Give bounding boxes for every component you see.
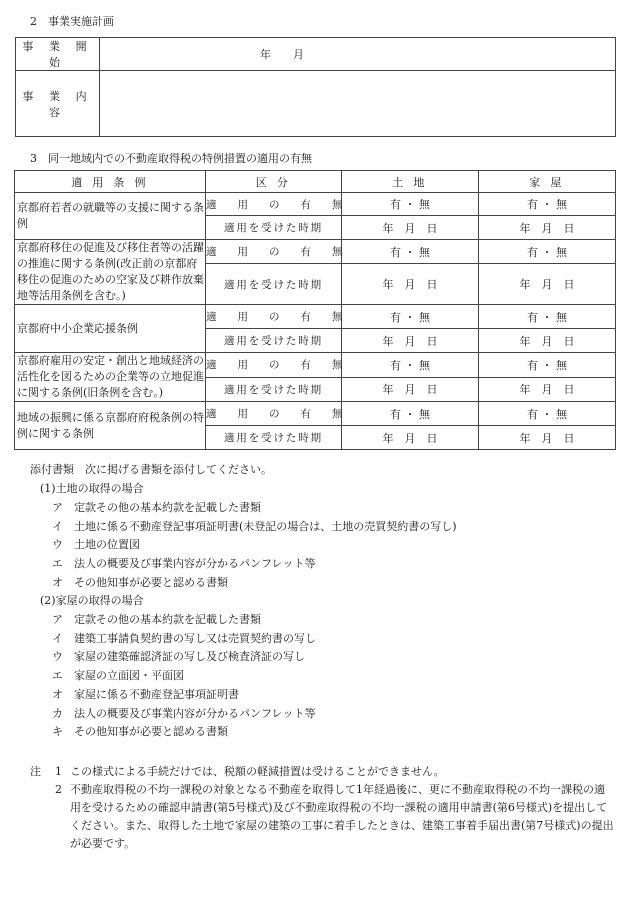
land-yes-no[interactable]: 有 ・ 無 xyxy=(342,353,479,378)
list-item: イ 建築工事請負契約書の写し又は売買契約書の写し xyxy=(52,631,316,645)
building-yes-no[interactable]: 有 ・ 無 xyxy=(479,193,616,216)
building-date[interactable]: 年 月 日 xyxy=(479,264,616,305)
section2-title: 2 事業実施計画 xyxy=(30,15,114,28)
header-land: 土 地 xyxy=(342,171,479,193)
note-text: 不動産取得税の不均一課税の対象となる不動産を取得して1年経過後に、更に不動産取得税の不均一課税の適用を受けるための確認申請書(第5号様式)及び不動産取得税の不均一課税の適用申請書(第6号様式)を提出してください。また、取得した土地で家屋の建築の工事に着手したときは、建築工事着手届出書(第7号様式)の提出が必要です。 xyxy=(70,783,614,850)
special-measures-table xyxy=(14,170,616,450)
list-item: ウ 家屋の建築確認済証の写し及び検査済証の写し xyxy=(52,650,305,664)
list-item: オ 家屋に係る不動産登記事項証明書 xyxy=(52,687,239,701)
list-item: オ その他知事が必要と認める書類 xyxy=(52,575,228,589)
building-yes-no[interactable]: 有 ・ 無 xyxy=(479,240,616,264)
business-content-value[interactable] xyxy=(100,71,616,137)
condition-sme-support: 京都府中小企業応援条例 xyxy=(15,305,206,353)
land-yes-no[interactable]: 有 ・ 無 xyxy=(342,402,479,426)
condition-migration: 京都府移住の促進及び移住者等の活躍の推進に関する条例(改正前の京都府移住の促進のための空家及び耕作放棄地等活用条例を含む。) xyxy=(15,240,206,305)
attachments-intro: 添付書類 次に掲げる書類を添付してください。 xyxy=(30,463,272,476)
business-start-label: 事 業 開 始 xyxy=(16,38,100,71)
building-date[interactable]: 年 月 日 xyxy=(479,426,616,450)
kubun-applicable: 適 用 の 有 無 xyxy=(206,353,342,378)
list-item: エ 法人の概要及び事業内容が分かるパンフレット等 xyxy=(52,557,316,571)
header-condition: 適 用 条 例 xyxy=(15,171,206,193)
building-date[interactable]: 年 月 日 xyxy=(479,329,616,353)
kubun-applicable: 適 用 の 有 無 xyxy=(206,240,342,264)
note-text: この様式による手続だけでは、税額の軽減措置は受けることができません。 xyxy=(70,765,445,778)
building-yes-no[interactable]: 有 ・ 無 xyxy=(479,402,616,426)
note-number: 1 xyxy=(55,765,62,778)
land-yes-no[interactable]: 有 ・ 無 xyxy=(342,193,479,216)
building-yes-no[interactable]: 有 ・ 無 xyxy=(479,353,616,378)
land-date[interactable]: 年 月 日 xyxy=(342,377,479,402)
kubun-date: 適用を受けた時期 xyxy=(206,216,342,240)
list-item: ア 定款その他の基本約款を記載した書類 xyxy=(52,501,261,514)
header-building: 家 屋 xyxy=(479,171,616,193)
condition-employment-location: 京都府雇用の安定・創出と地域経済の活性化を図るための企業等の立地促進に関する条例(旧条例を含む。) xyxy=(15,353,206,402)
condition-youth-employment: 京都府若者の就職等の支援に関する条例 xyxy=(15,193,206,240)
section3-title: 3 同一地域内での不動産取得税の特例措置の適用の有無 xyxy=(30,152,312,165)
list-item: エ 家屋の立面図・平面図 xyxy=(52,669,184,683)
business-plan-table xyxy=(15,37,616,137)
list-item: キ その他知事が必要と認める書類 xyxy=(52,725,228,739)
land-title: (1)土地の取得の場合 xyxy=(40,482,144,495)
land-date[interactable]: 年 月 日 xyxy=(342,426,479,450)
land-yes-no[interactable]: 有 ・ 無 xyxy=(342,240,479,264)
kubun-applicable: 適 用 の 有 無 xyxy=(206,193,342,216)
kubun-date: 適用を受けた時期 xyxy=(206,377,342,402)
header-kubun: 区 分 xyxy=(206,171,342,193)
condition-regional-promotion: 地域の振興に係る京都府府税条例の特例に関する条例 xyxy=(15,402,206,450)
kubun-applicable: 適 用 の 有 無 xyxy=(206,402,342,426)
land-date[interactable]: 年 月 日 xyxy=(342,329,479,353)
business-start-value[interactable]: 年 月 xyxy=(100,38,616,71)
kubun-date: 適用を受けた時期 xyxy=(206,426,342,450)
business-content-label: 事 業 内 容 xyxy=(16,71,100,137)
building-date[interactable]: 年 月 日 xyxy=(479,216,616,240)
list-item: ウ 土地の位置図 xyxy=(52,538,140,552)
land-date[interactable]: 年 月 日 xyxy=(342,216,479,240)
building-title: (2)家屋の取得の場合 xyxy=(40,594,144,607)
note-number: 2 xyxy=(55,783,62,796)
notes-label: 注 xyxy=(30,765,41,778)
building-date[interactable]: 年 月 日 xyxy=(479,377,616,402)
building-yes-no[interactable]: 有 ・ 無 xyxy=(479,305,616,329)
land-date[interactable]: 年 月 日 xyxy=(342,264,479,305)
building-items xyxy=(52,611,316,742)
land-items xyxy=(52,499,457,593)
kubun-date: 適用を受けた時期 xyxy=(206,264,342,305)
list-item: イ 土地に係る不動産登記事項証明書(未登記の場合は、土地の売買契約書の写し) xyxy=(52,519,457,533)
list-item: カ 法人の概要及び事業内容が分かるパンフレット等 xyxy=(52,706,316,720)
kubun-date: 適用を受けた時期 xyxy=(206,329,342,353)
land-yes-no[interactable]: 有 ・ 無 xyxy=(342,305,479,329)
list-item: ア 定款その他の基本約款を記載した書類 xyxy=(52,613,261,626)
kubun-applicable: 適 用 の 有 無 xyxy=(206,305,342,329)
